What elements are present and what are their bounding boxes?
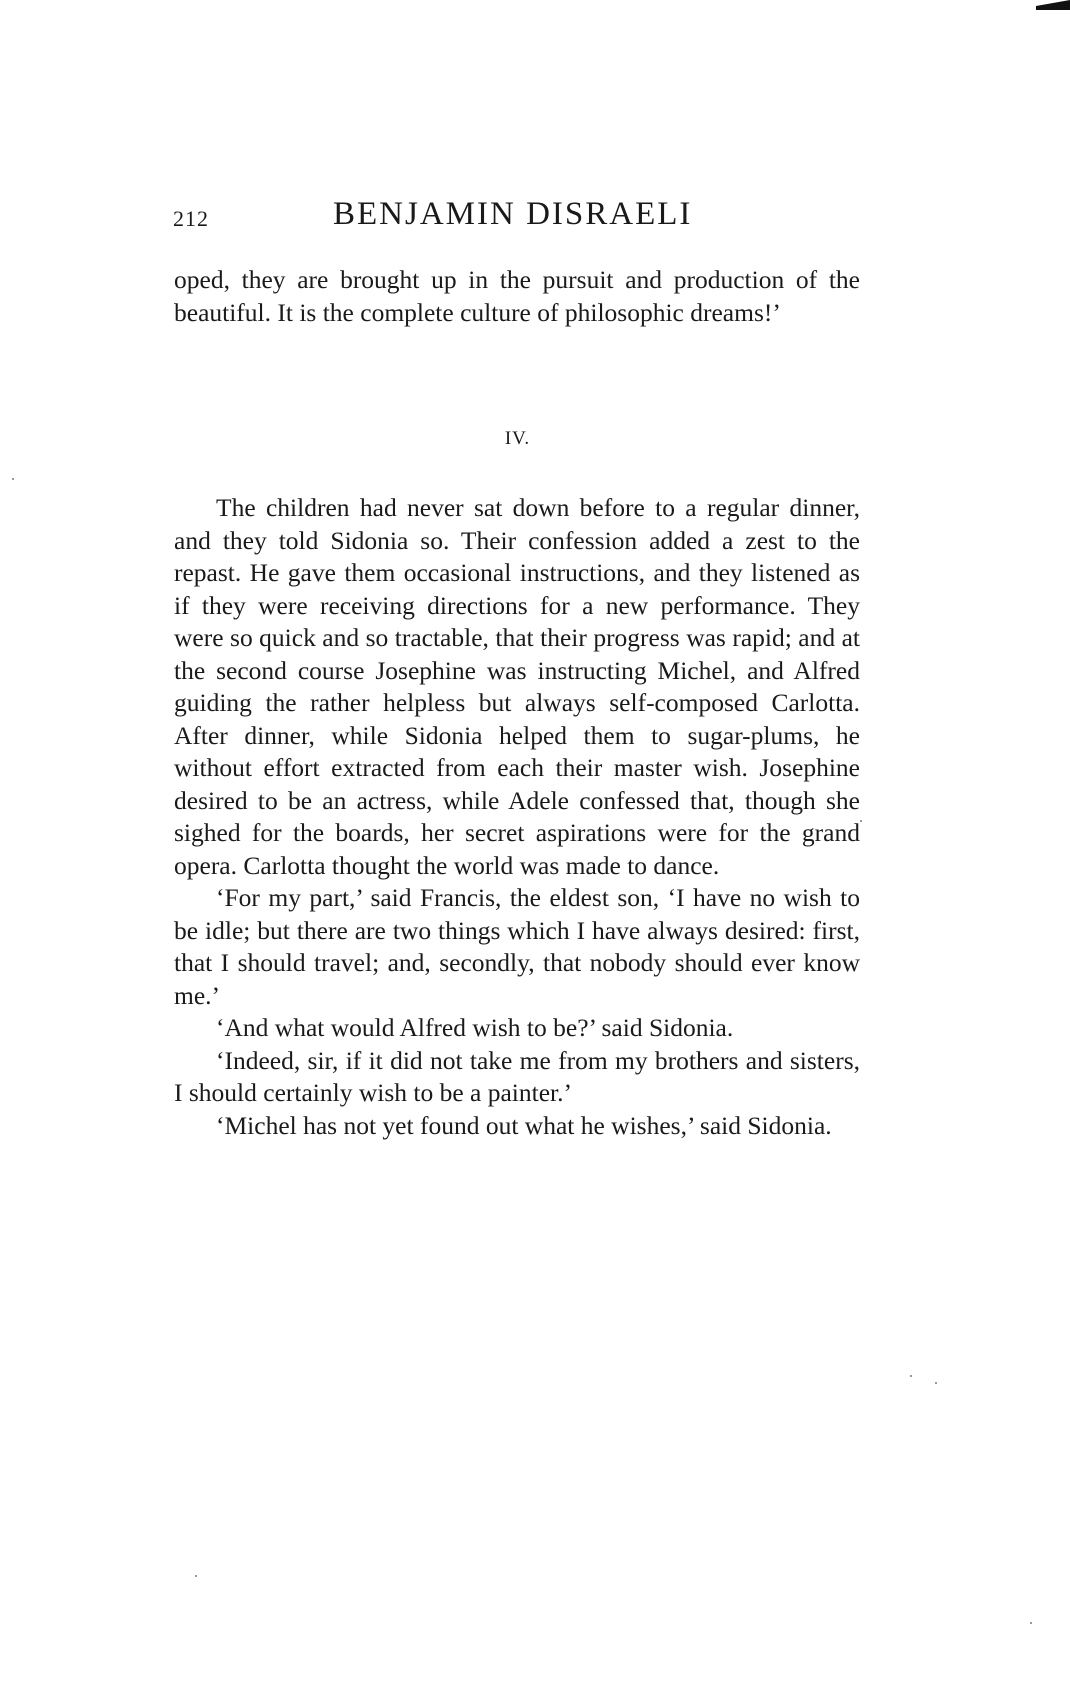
scan-speck [935, 1382, 937, 1384]
scan-speck [860, 820, 862, 822]
scan-speck [1030, 1622, 1032, 1624]
section-body [174, 492, 860, 1142]
corner-scan-mark [1036, 0, 1070, 10]
paragraph-francis: ‘For my part,’ said Francis, the eldest son, ‘I have no wish to be idle; but there are two things which I have always desired: first, that I should travel; and, secondly, that nobody should ever know me.’ [174, 883, 860, 1010]
scan-speck [195, 1575, 197, 1577]
paragraph-dinner: The children had never sat down before to a regular dinner, and they told Sidonia so. Their confession added a zest to the repast. He gave them occasional instructions, and they listened as if they were receiving directions for a new performance. They were so quick and so tractable, that their progress was rapid; and at the second course Josephine was instructing Michel, and Alfred guiding the rather helpless but always self-composed Carlotta. After dinner, while Sidonia helped them to sugar-plums, he without effort extracted from each their master wish. Josephine desired to be an actress, while Adele confessed that, though she sighed for the boards, her secret aspirations were for the grand opera. Carlotta thought the world was made to dance. [174, 493, 860, 880]
running-head: BENJAMIN DISRAELI [333, 196, 693, 232]
paragraph-alfred-answer: ‘Indeed, sir, if it did not take me from my brothers and sisters, I should certainly wish to be a painter.’ [174, 1045, 860, 1107]
section-number: IV. [504, 428, 531, 449]
paragraph-michel: ‘Michel has not yet found out what he wishes,’ said Sidonia. [216, 1110, 832, 1140]
continued-paragraph: oped, they are brought up in the pursuit and production of the beautiful. It is the complete culture of philosophic dreams!’ [174, 265, 860, 327]
paragraph-alfred-question: ‘And what would Alfred wish to be?’ said Sidonia. [216, 1013, 734, 1042]
scan-speck [910, 1375, 912, 1377]
continued-paragraph-block [174, 264, 860, 329]
page-header [173, 196, 873, 236]
scan-speck [12, 478, 14, 480]
page-number: 212 [173, 206, 209, 231]
